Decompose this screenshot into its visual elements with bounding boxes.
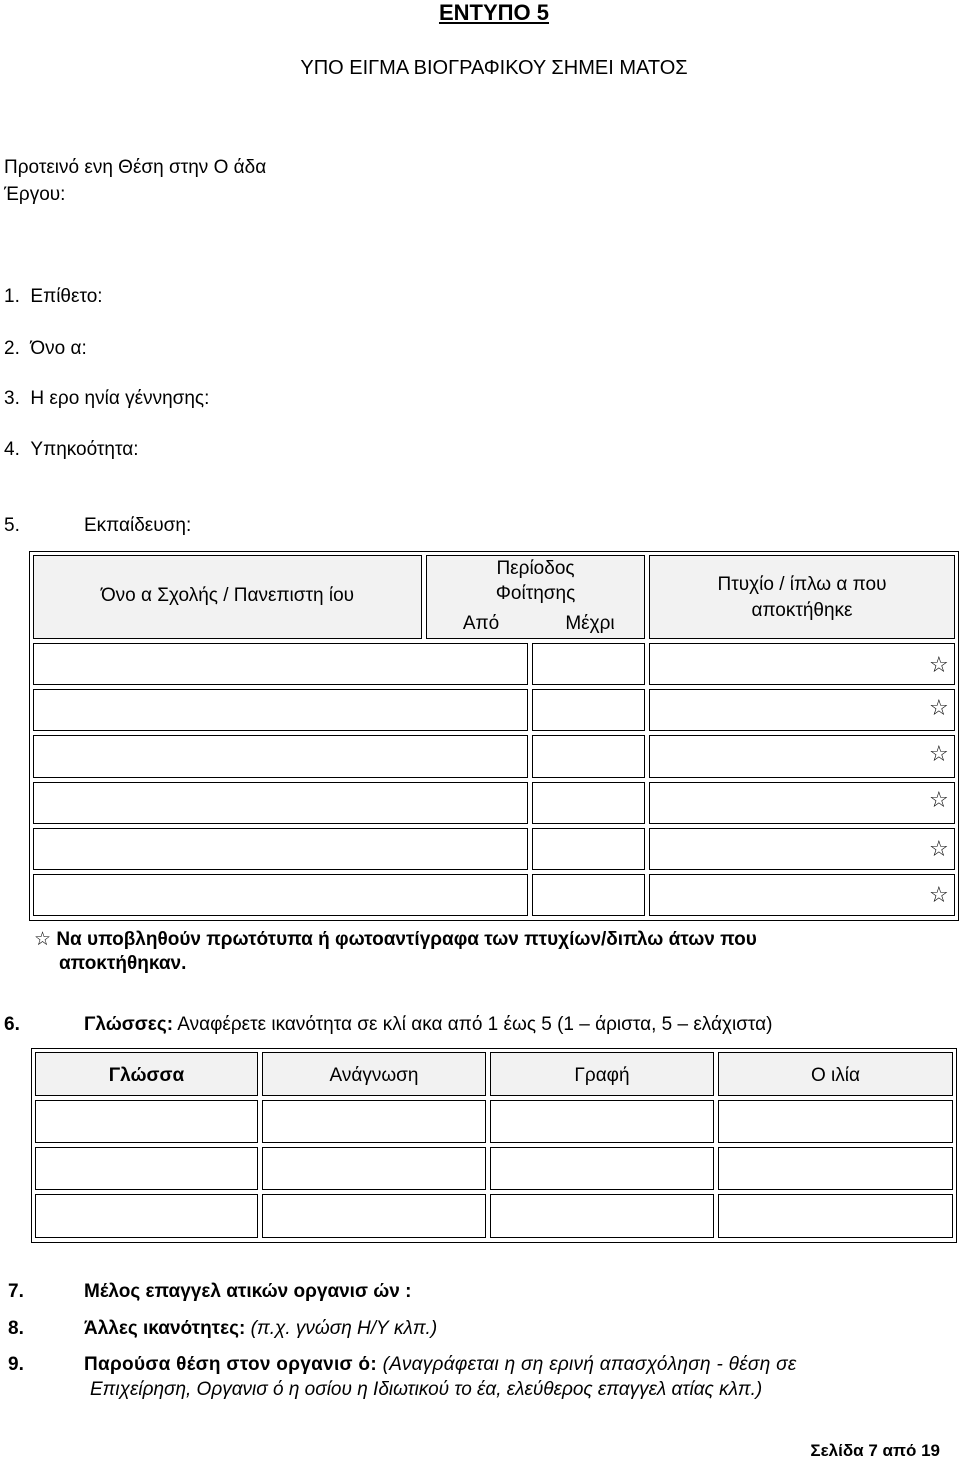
skills-number: 8. <box>8 1318 24 1339</box>
edu-cell[interactable] <box>33 643 528 685</box>
note-star-icon: ☆ <box>34 929 52 950</box>
edu-cell[interactable] <box>649 643 955 685</box>
current-hint-2: Επιχείρηση, Οργανισ ό η οσίου η Ιδιωτικού το έα, ελεύθερος επαγγελ ατίας κλπ.) <box>90 1379 763 1400</box>
languages-description: Αναφέρετε ικανότητα σε κλί ακα από 1 έως 5 (1 – άριστα, 5 – ελάχιστα) <box>177 1014 773 1035</box>
field-label: Όνο α: <box>30 338 87 359</box>
languages-number: 6. <box>4 1014 20 1035</box>
current-line1 <box>84 1354 797 1376</box>
lang-header-label: Ανάγνωση <box>329 1065 419 1086</box>
edu-cell[interactable] <box>33 874 528 916</box>
star-icon: ☆ <box>929 741 949 766</box>
form-title: ΕΝΤΥΠΟ 5 <box>438 0 550 25</box>
edu-header-to: Μέχρι <box>565 613 615 634</box>
lang-cell[interactable] <box>262 1100 486 1143</box>
lang-cell[interactable] <box>718 1147 953 1190</box>
star-icon: ☆ <box>929 695 949 720</box>
lang-cell[interactable] <box>35 1100 258 1143</box>
lang-header-cell <box>490 1052 714 1096</box>
form-subtitle: ΥΠΟ ΕΙΓΜΑ ΒΙΟΓΡΑΦΙΚΟΥ ΣΗΜΕΙ ΜΑΤΟΣ <box>300 57 688 79</box>
current-number: 9. <box>8 1354 24 1375</box>
lang-header-label: Γραφή <box>574 1065 630 1086</box>
field-label: Υπηκοότητα: <box>30 439 139 460</box>
lang-header-cell <box>35 1052 258 1096</box>
edu-cell[interactable] <box>532 643 645 685</box>
lang-header-cell <box>718 1052 953 1096</box>
skills-line <box>84 1318 437 1340</box>
field-label: Επίθετο: <box>30 286 103 307</box>
lang-cell[interactable] <box>35 1147 258 1190</box>
skills-label: Άλλες ικανότητες: <box>84 1318 246 1339</box>
star-icon: ☆ <box>929 652 949 677</box>
star-icon: ☆ <box>929 836 949 861</box>
edu-cell[interactable] <box>532 782 645 824</box>
position-label-line2: Έργου: <box>4 184 66 205</box>
field-nationality <box>4 439 138 461</box>
field-label: Η ερο ηνία γέννησης: <box>30 388 210 409</box>
edu-header-period-1: Περίοδος <box>496 558 575 579</box>
memberships-number: 7. <box>8 1281 24 1302</box>
education-number: 5. <box>4 515 20 536</box>
edu-cell[interactable] <box>33 828 528 870</box>
skills-hint: (π.χ. γνώση Η/Υ κλπ.) <box>250 1318 438 1339</box>
lang-header-label: Ο ιλία <box>811 1065 860 1086</box>
field-birthdate <box>4 388 209 410</box>
lang-header-cell <box>262 1052 486 1096</box>
current-hint-1: (Αναγράφεται η ση ερινή απασχόληση - θέση σε <box>382 1354 797 1375</box>
lang-header-label: Γλώσσα <box>108 1065 185 1086</box>
lang-cell[interactable] <box>718 1194 953 1238</box>
education-label: Εκπαίδευση: <box>84 515 192 536</box>
edu-cell[interactable] <box>649 689 955 731</box>
lang-cell[interactable] <box>490 1194 714 1238</box>
edu-cell[interactable] <box>33 735 528 777</box>
edu-cell[interactable] <box>532 735 645 777</box>
edu-header-degree-2: αποκτήθηκε <box>751 600 853 621</box>
note-line2: αποκτήθηκαν. <box>59 953 187 974</box>
edu-header-from: Από <box>462 613 500 634</box>
field-number: 3. <box>4 388 20 409</box>
star-icon: ☆ <box>929 787 949 812</box>
lang-cell[interactable] <box>490 1147 714 1190</box>
edu-cell[interactable] <box>649 874 955 916</box>
edu-cell[interactable] <box>532 689 645 731</box>
field-number: 2. <box>4 338 20 359</box>
edu-header-school: Όνο α Σχολής / Πανεπιστη ίου <box>100 585 355 606</box>
field-number: 1. <box>4 286 20 307</box>
edu-header-school-cell <box>33 555 422 639</box>
languages-heading <box>84 1014 772 1036</box>
memberships-label: Μέλος επαγγελ ατικών οργανισ ών : <box>84 1281 412 1302</box>
position-label-line1: Προτεινό ενη Θέση στην Ο άδα <box>4 157 267 178</box>
field-number: 4. <box>4 439 20 460</box>
lang-cell[interactable] <box>262 1147 486 1190</box>
education-note <box>34 928 757 951</box>
edu-cell[interactable] <box>532 828 645 870</box>
edu-cell[interactable] <box>532 874 645 916</box>
edu-header-period-2: Φοίτησης <box>495 583 576 604</box>
edu-header-degree-cell <box>649 555 955 639</box>
lang-cell[interactable] <box>35 1194 258 1238</box>
star-icon: ☆ <box>929 882 949 907</box>
edu-header-degree-1: Πτυχίο / ίπλω α που <box>717 574 887 595</box>
lang-cell[interactable] <box>718 1100 953 1143</box>
note-line1: Να υποβληθούν πρωτότυπα ή φωτοαντίγραφα των πτυχίων/διπλω άτων που <box>56 929 757 950</box>
edu-header-period-cell <box>426 555 645 639</box>
field-surname <box>4 286 103 308</box>
edu-cell[interactable] <box>33 782 528 824</box>
edu-cell[interactable] <box>649 828 955 870</box>
page-number: Σελίδα 7 από 19 <box>810 1441 940 1460</box>
edu-cell[interactable] <box>649 782 955 824</box>
lang-cell[interactable] <box>262 1194 486 1238</box>
languages-label: Γλώσσες: <box>84 1014 174 1035</box>
lang-cell[interactable] <box>490 1100 714 1143</box>
edu-cell[interactable] <box>649 735 955 777</box>
current-label: Παρούσα θέση στον οργανισ ό: <box>84 1354 377 1375</box>
edu-cell[interactable] <box>33 689 528 731</box>
field-name <box>4 338 87 360</box>
